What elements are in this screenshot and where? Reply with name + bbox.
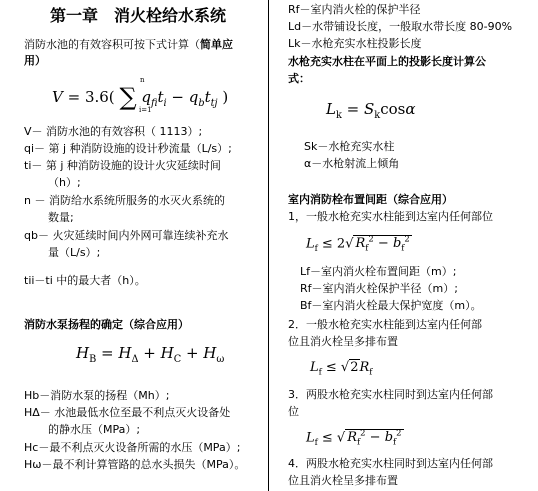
- case3-text-cont: 位: [288, 405, 299, 418]
- intro-text: 消防水池的有效容积可按下式计算（简单应: [24, 38, 233, 51]
- pump-heading: 消防水泵扬程的确定（综合应用）: [24, 318, 189, 331]
- def-sk: Sk－水枪充实水柱: [304, 140, 395, 153]
- def-ti-cont: （h）;: [48, 176, 81, 189]
- pump-def-hb: Hb－消防水泵的扬程（Mh）;: [24, 389, 170, 402]
- pump-def-hd-cont: 的静水压（MPa）;: [48, 423, 141, 436]
- pump-def-hd: HΔ－ 水池最低水位至最不利点灭火设备处: [24, 406, 231, 419]
- def-n: n － 消防给水系统所服务的水灭火系统的: [24, 194, 225, 207]
- column-divider: [268, 0, 269, 491]
- case2-text: 2．一般水枪充实水柱能到达室内任何部: [288, 318, 482, 331]
- def-ti: ti－ 第 j 种消防设施的设计火灾延续时间: [24, 159, 221, 172]
- chapter-title: 第一章 消火栓给水系统: [50, 6, 227, 25]
- case3-text: 3．两股水枪充实水柱同时到达室内任何部: [288, 388, 493, 401]
- formula-proj: $L_k = S_k\cos\alpha$: [326, 100, 416, 121]
- proj-heading: 水枪充实水柱在平面上的投影长度计算公: [288, 55, 486, 68]
- pump-def-hw: Hω－最不利计算管路的总水头损失（MPa）。: [24, 458, 246, 471]
- def-qi: qi－ 第 j 种消防设施的设计秒流量（L/s）;: [24, 142, 232, 155]
- intro-text-cont: 用）: [24, 54, 46, 67]
- formula-case3: $L_f$ ≤ √ $R_f^2 - b_f^2$: [306, 428, 402, 447]
- formula-case2: $L_f \le √2R_f$: [310, 360, 373, 377]
- def-ld: Ld－水带铺设长度，一般取水带长度 80-90%: [288, 20, 513, 33]
- layout-heading: 室内消防栓布置间距（综合应用）: [288, 193, 453, 206]
- def-qb: qb－ 火灾延续时间内外网可靠连续补充水: [24, 229, 229, 242]
- case1-def-bf: Bf－室内消火栓最大保护宽度（m）。: [300, 299, 482, 312]
- case2-text-cont: 位且消火栓呈多排布置: [288, 335, 398, 348]
- right-column: [278, 0, 536, 491]
- case1-def-rf: Rf－室内消火栓保护半径（m）;: [300, 282, 458, 295]
- left-column: [0, 0, 268, 491]
- formula-volume: V = 3.6( ∑ i=1 n $q_{fi}t_i - q_bt_{tj}$ ): [52, 76, 229, 114]
- def-v: V－ 消防水池的有效容积（ 1113）;: [24, 125, 203, 138]
- case4-text-cont: 位且消火栓呈多排布置: [288, 474, 398, 487]
- def-lk: Lk－水枪充实水柱投影长度: [288, 37, 422, 50]
- case4-text: 4．两股水枪充实水柱同时到达室内任何部: [288, 457, 493, 470]
- case1-text: 1，一般水枪充实水柱能到达室内任何部位: [288, 210, 493, 223]
- def-tii: tii－ti 中的最大者（h）。: [24, 274, 146, 287]
- pump-def-hc: Hc－最不利点灭火设备所需的水压（MPa）;: [24, 441, 241, 454]
- def-alpha: α－水枪射流上倾角: [304, 157, 400, 170]
- formula-case1: $L_f \le 2√$ $R_f^2 - b_f^2$: [306, 234, 410, 253]
- proj-heading-cont: 式：: [288, 72, 310, 85]
- case1-def-lf: Lf－室内消火栓布置间距（m）;: [300, 265, 457, 278]
- def-n-cont: 数量;: [48, 211, 74, 224]
- formula-pump: $H_B = H_\Delta + H_C + H_\omega$: [76, 344, 225, 365]
- def-rf: Rf－室内消火栓的保护半径: [288, 3, 421, 16]
- def-qb-cont: 量（L/s）;: [48, 246, 101, 259]
